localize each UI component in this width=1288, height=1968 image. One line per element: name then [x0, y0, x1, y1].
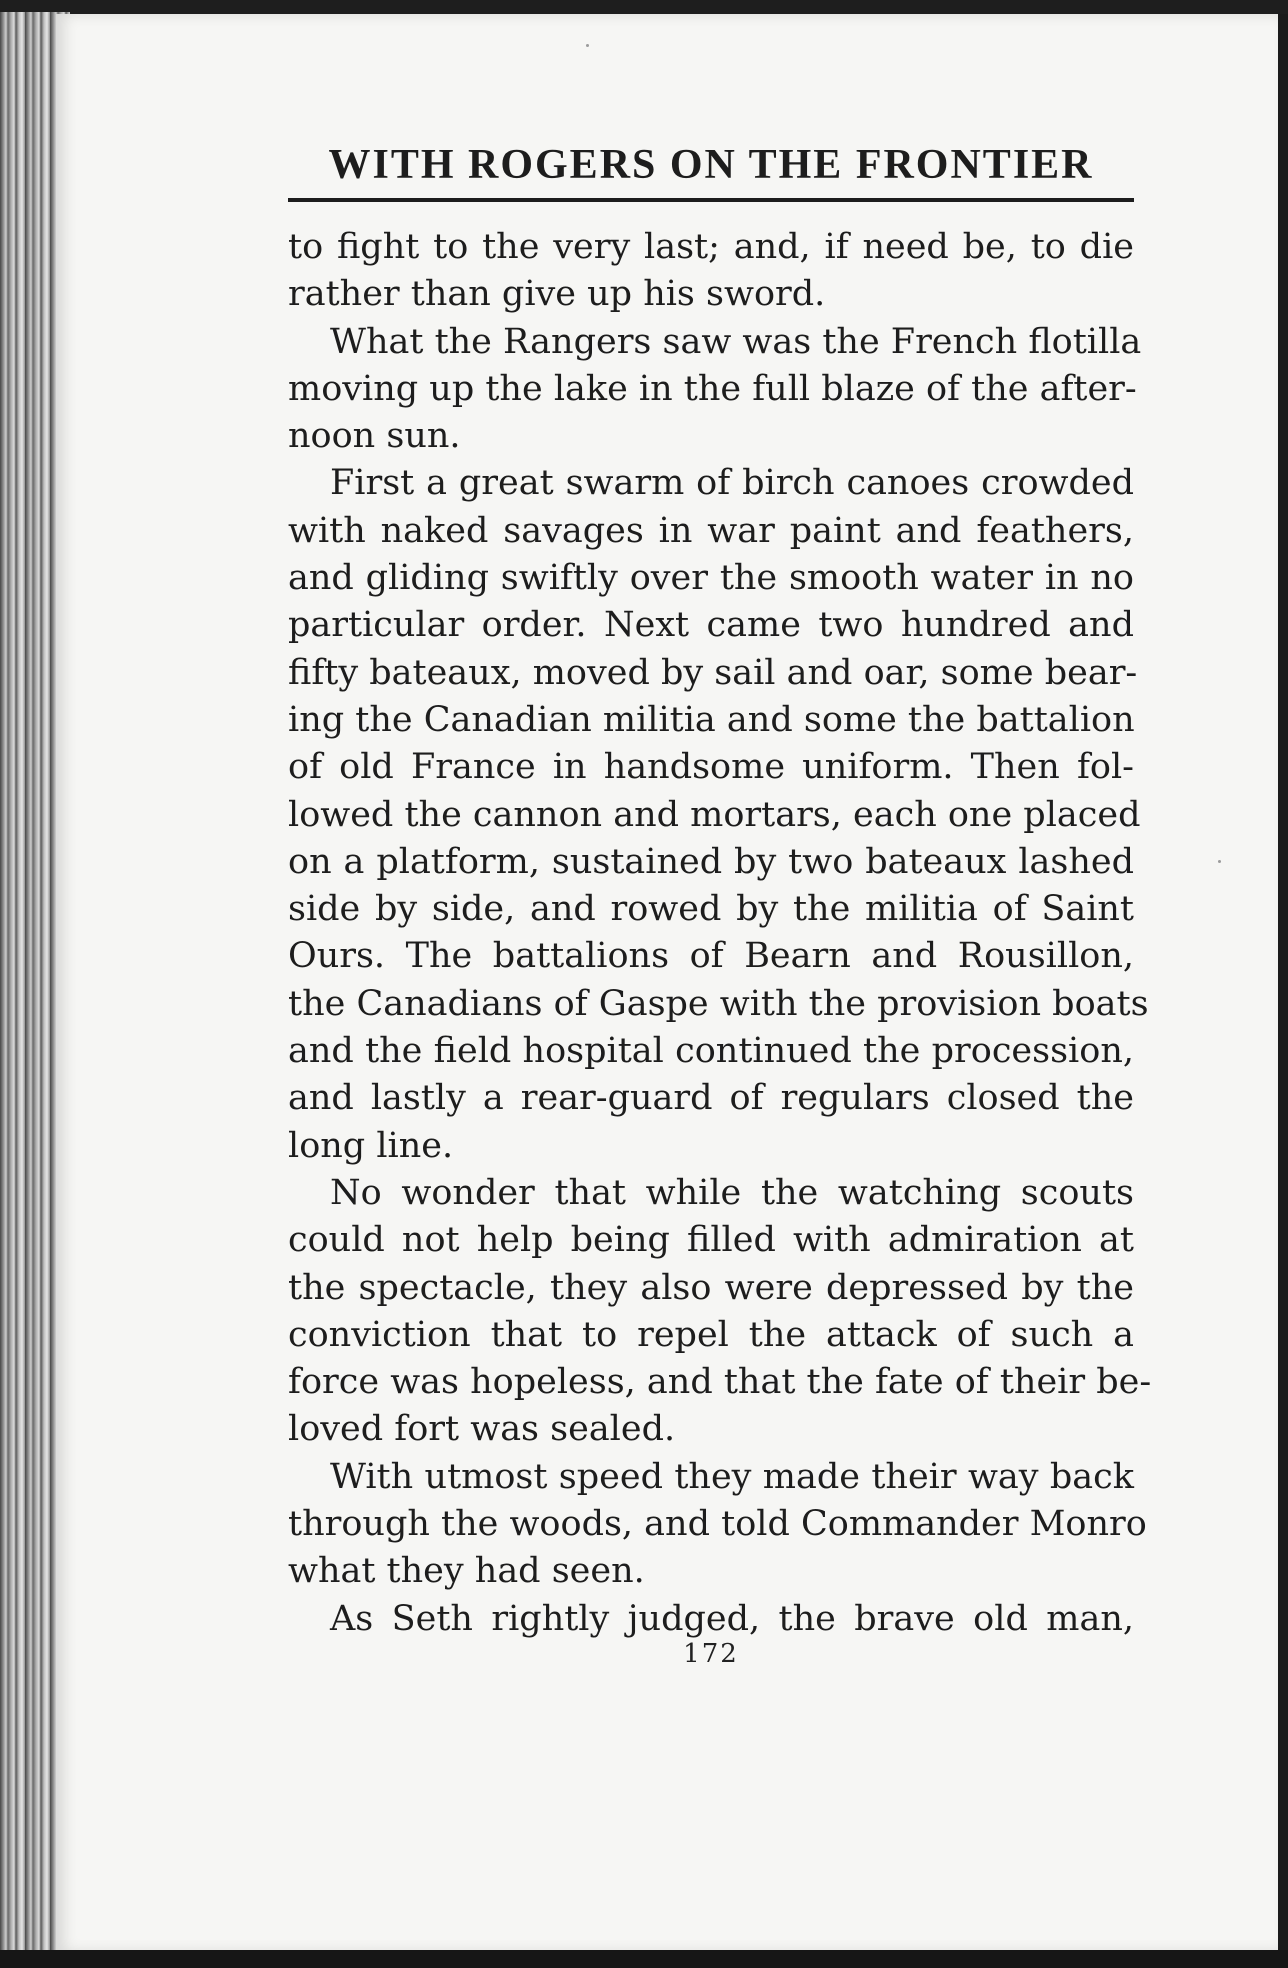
scan-top-border	[0, 0, 1288, 14]
body-text	[288, 224, 1152, 1643]
text-line: moving up the lake in the full blaze of the after-	[288, 368, 1137, 409]
text-line: the spectacle, they also were depressed by the	[288, 1267, 1134, 1308]
text-line: With utmost speed they made their way back	[330, 1456, 1134, 1497]
text-line: First a great swarm of birch canoes crowded	[330, 463, 1134, 504]
text-line: could not help being filled with admiration at	[288, 1220, 1134, 1261]
text-line: the Canadians of Gaspe with the provision boats	[288, 983, 1149, 1024]
text-line: and the field hospital continued the procession,	[288, 1031, 1134, 1072]
running-head: WITH ROGERS ON THE FRONTIER	[288, 136, 1134, 202]
text-line: through the woods, and told Commander Monro	[288, 1504, 1147, 1545]
paragraph	[288, 460, 1149, 1169]
text-line: and lastly a rear-guard of regulars closed the	[288, 1078, 1134, 1119]
paragraph	[288, 1454, 1147, 1596]
text-line: on a platform, sustained by two bateaux lashed	[288, 841, 1134, 882]
text-line: what they had seen.	[288, 1551, 645, 1592]
paragraph	[288, 224, 1134, 319]
text-line: long line.	[288, 1125, 454, 1166]
page-text-block	[288, 136, 1152, 1669]
text-line: Ours. The battalions of Bearn and Rousillon,	[288, 936, 1134, 977]
text-line: conviction that to repel the attack of such a	[288, 1314, 1134, 1355]
paragraph	[288, 319, 1142, 461]
text-line: ing the Canadian militia and some the battalion	[288, 699, 1135, 740]
text-line: with naked savages in war paint and feathers,	[288, 510, 1134, 551]
text-line: loved fort was sealed.	[288, 1409, 676, 1450]
text-line: to fight to the very last; and, if need be, to die	[288, 227, 1134, 267]
paragraph	[288, 1170, 1152, 1454]
text-line: fifty bateaux, moved by sail and oar, some bear-	[288, 652, 1138, 693]
paper-speck	[1218, 860, 1221, 863]
text-line: lowed the cannon and mortars, each one placed	[288, 794, 1141, 835]
text-line: particular order. Next came two hundred and	[288, 605, 1134, 646]
text-line: of old France in handsome uniform. Then fol-	[288, 747, 1134, 788]
text-line: side by side, and rowed by the militia of Saint	[288, 889, 1134, 930]
text-line: force was hopeless, and that the fate of their be-	[288, 1362, 1152, 1403]
page-number: 172	[683, 1638, 739, 1669]
paper-speck	[586, 44, 589, 47]
text-line: rather than give up his sword.	[288, 274, 826, 315]
text-line: and gliding swiftly over the smooth water in no	[288, 558, 1134, 599]
text-line: No wonder that while the watching scouts	[330, 1172, 1134, 1213]
paragraph	[288, 1596, 1134, 1643]
scan-bottom-border	[0, 1950, 1288, 1968]
text-line: What the Rangers saw was the French flotilla	[330, 321, 1142, 362]
text-line: noon sun.	[288, 416, 461, 457]
text-line: As Seth rightly judged, the brave old man,	[330, 1598, 1134, 1639]
